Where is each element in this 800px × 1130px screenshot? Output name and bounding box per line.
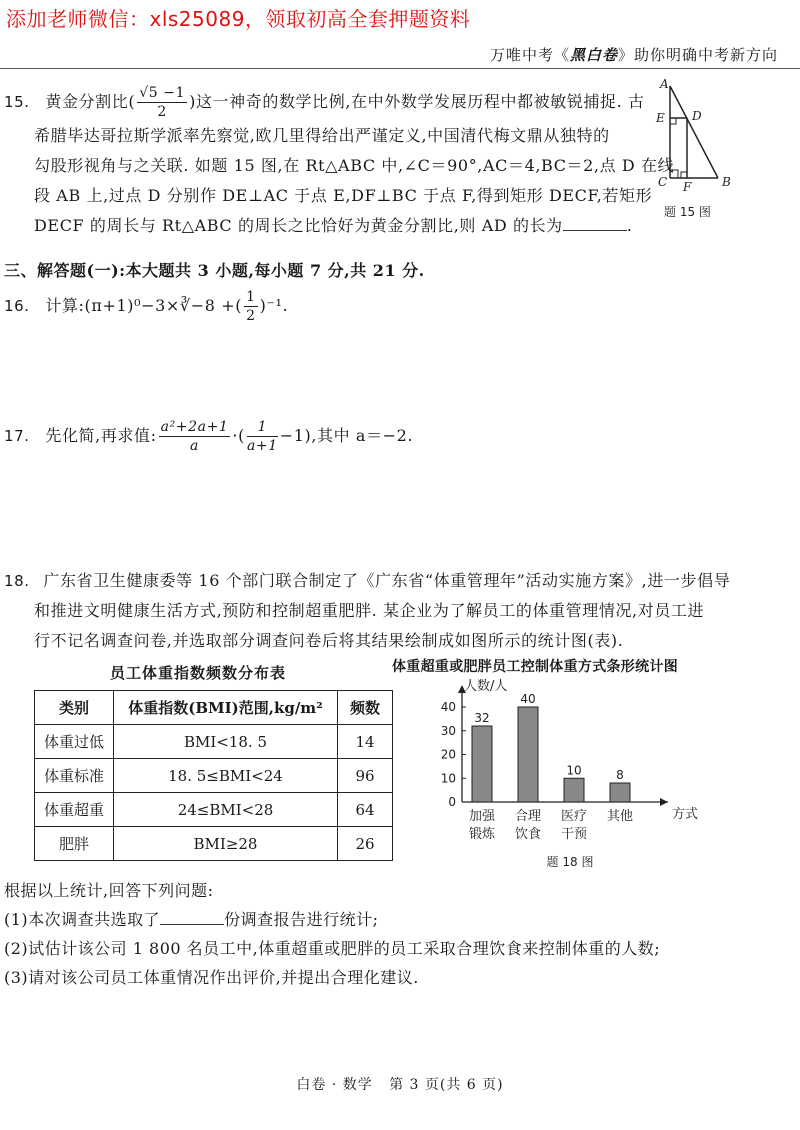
q16-label: 计算: (45, 296, 85, 315)
question-17 (4, 418, 413, 455)
table-row (35, 793, 393, 827)
cell-frequency: 64 (338, 793, 393, 827)
cell-range: 18. 5≤BMI<24 (114, 759, 338, 793)
q15-line5: DECF 的周长与 Rt△ABC 的周长之比恰好为黄金分割比,则 AD 的长为 (34, 216, 563, 235)
cell-category: 体重标准 (35, 759, 114, 793)
chart-caption: 题 18 图 (546, 855, 594, 869)
q17-tail: −1),其中 a＝−2. (279, 426, 414, 445)
table-row (35, 827, 393, 861)
table-row (35, 759, 393, 793)
label-c: C (658, 175, 668, 189)
q15-number: 15. (4, 93, 30, 111)
right-angle-f (681, 172, 687, 178)
q18-sub2: (2)试估计该公司 1 800 名员工中,体重超重或肥胖的员工采取合理饮食来控制体重的人数; (4, 939, 661, 958)
right-angle-c (670, 170, 678, 178)
label-e: E (656, 111, 665, 125)
bar-value-label: 40 (520, 692, 536, 706)
q17-fraction-2 (247, 418, 278, 455)
figure-15-caption: 题 15 图 (664, 205, 711, 219)
q17-frac1-den: a (190, 438, 199, 454)
bar (472, 726, 492, 802)
category-label: 饮食 (514, 827, 542, 842)
golden-ratio-fraction (137, 84, 187, 121)
cell-range: BMI≥28 (114, 827, 338, 861)
q18-sub3: (3)请对该公司员工体重情况作出评价,并提出合理化建议. (4, 968, 419, 987)
q15-line4: 段 AB 上,过点 D 分别作 DE⊥AC 于点 E,DF⊥BC 于点 F,得到矩形 DECF,若矩形 (34, 186, 653, 205)
bar (564, 778, 584, 802)
q18-sub1-blank[interactable] (160, 910, 224, 925)
bar-value-label: 10 (566, 763, 582, 778)
cell-frequency: 14 (338, 725, 393, 759)
q18-subquestions (4, 876, 794, 992)
category-label: 其他 (606, 809, 634, 824)
q18-line2: 和推进文明健康生活方式,预防和控制超重肥胖. 某企业为了解员工的体重管理情况,对员工进 (34, 601, 705, 620)
q17-fraction-1 (159, 418, 231, 455)
cell-frequency: 96 (338, 759, 393, 793)
figure-15 (648, 76, 768, 224)
category-label: 干预 (560, 827, 588, 842)
promo-watermark: 添加老师微信：xls25089，领取初高全套押题资料 (6, 7, 471, 31)
header-suffix: 》助你明确中考新方向 (617, 46, 778, 64)
cell-range: 24≤BMI<28 (114, 793, 338, 827)
y-tick-label: 20 (440, 747, 456, 762)
bar (610, 783, 630, 802)
q18-sub1-b: 份调查报告进行统计; (224, 910, 379, 929)
golden-ratio-den: 2 (157, 104, 167, 120)
category-label: 加强 (468, 809, 496, 824)
q18-line3: 行不记名调查问卷,并选取部分调查问卷后将其结果绘制成如图所示的统计图(表). (34, 631, 624, 650)
header-bmi-range: 体重指数(BMI)范围,kg/m² (114, 691, 338, 725)
q17-frac1-num: a²+2a+1 (160, 419, 229, 435)
page-footer: 白卷 · 数学 第 3 页(共 6 页) (296, 1077, 504, 1093)
golden-ratio-num: √5 −1 (139, 85, 186, 101)
q18-number: 18. (4, 572, 30, 590)
q15-line3: 勾股形视角与之关联. 如题 15 图,在 Rt△ABC 中,∠C＝90°,AC＝4,BC＝2,点 D 在线 (34, 156, 675, 175)
question-15 (4, 84, 675, 241)
side-ab (670, 86, 718, 178)
section-3-heading: 三、解答题(一):本大题共 3 小题,每小题 7 分,共 21 分. (4, 261, 425, 280)
x-axis-label: 方式 (672, 807, 699, 822)
q15-answer-blank[interactable] (563, 216, 627, 231)
bar (518, 707, 538, 802)
q17-label: 先化简,再求值: (45, 426, 157, 445)
q17-frac2-den: a+1 (246, 438, 278, 454)
header-category: 类别 (35, 691, 114, 725)
q15-line5-end: . (626, 216, 633, 235)
q15-line1-a: 黄金分割比( (45, 92, 136, 111)
frequency-table (34, 690, 393, 861)
y-axis-label: 人数/人 (464, 679, 508, 694)
cell-range: BMI<18. 5 (114, 725, 338, 759)
cell-category: 体重超重 (35, 793, 114, 827)
q18-sub1-a: (1)本次调查共选取了 (4, 910, 161, 929)
header-rule (0, 68, 800, 69)
question-16 (4, 288, 288, 325)
q16-expr-b: )⁻¹. (259, 296, 289, 315)
y-tick-label: 30 (440, 723, 456, 738)
table-row (35, 725, 393, 759)
q16-frac-den: 2 (246, 308, 256, 324)
q16-fraction (244, 288, 258, 325)
table-title: 员工体重指数频数分布表 (110, 664, 287, 682)
q18-intro: 根据以上统计,回答下列问题: (4, 881, 214, 900)
header-frequency: 频数 (338, 691, 393, 725)
bar-value-label: 8 (616, 768, 624, 782)
q17-number: 17. (4, 427, 30, 445)
q18-line1: 广东省卫生健康委等 16 个部门联合制定了《广东省“体重管理年”活动实施方案》,进一步倡导 (43, 571, 731, 590)
q16-number: 16. (4, 297, 30, 315)
q17-dot: ·( (232, 426, 245, 445)
y-tick-label: 0 (448, 795, 456, 809)
category-label: 医疗 (560, 809, 588, 824)
bar-chart (420, 678, 720, 874)
category-label: 合理 (514, 809, 542, 824)
label-b: B (722, 175, 731, 189)
header-brand: 黑白卷 (569, 46, 618, 64)
q16-frac-num: 1 (246, 289, 256, 305)
label-a: A (660, 77, 669, 91)
page-header (490, 44, 778, 65)
table-header-row (35, 691, 393, 725)
q16-expr-a: (π+1)⁰−3×∛−8 +( (84, 296, 243, 315)
label-d: D (692, 109, 702, 123)
question-18 (4, 566, 794, 656)
category-label: 锻炼 (468, 827, 496, 842)
right-angle-e (670, 118, 676, 124)
bar-value-label: 32 (474, 711, 490, 725)
y-tick-label: 40 (440, 700, 456, 714)
x-axis-arrow (660, 798, 668, 806)
label-f: F (683, 180, 692, 194)
chart-title: 体重超重或肥胖员工控制体重方式条形统计图 (392, 659, 678, 675)
cell-frequency: 26 (338, 827, 393, 861)
q15-line1-b: )这一神奇的数学比例,在中外数学发展历程中都被敏锐捕捉. 古 (189, 92, 645, 111)
cell-category: 体重过低 (35, 725, 114, 759)
header-prefix: 万唯中考《 (489, 46, 570, 64)
cell-category: 肥胖 (35, 827, 114, 861)
q15-line2: 希腊毕达哥拉斯学派率先察觉,欧几里得给出严谨定义,中国清代梅文鼎从独特的 (34, 126, 610, 145)
y-tick-label: 10 (440, 771, 456, 786)
q17-frac2-num: 1 (247, 418, 278, 437)
